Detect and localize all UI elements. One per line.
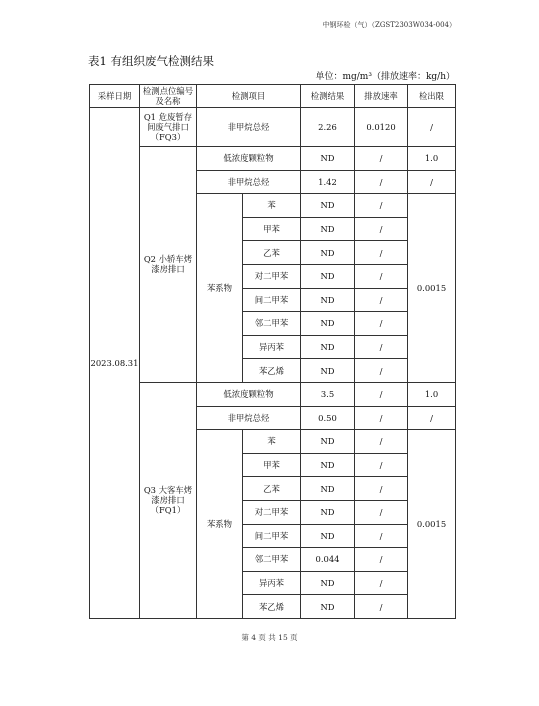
col-header-result: 检测结果 <box>301 85 355 108</box>
item-cell: 非甲烷总烃 <box>197 108 301 147</box>
col-header-point: 检测点位编号及名称 <box>140 85 197 108</box>
table-row <box>90 382 456 406</box>
item-cell: 苯 <box>243 430 301 454</box>
result-cell: 3.5 <box>301 382 355 406</box>
result-cell: ND <box>301 217 355 241</box>
rate-cell: / <box>355 359 408 383</box>
result-cell: 1.42 <box>301 170 355 194</box>
rate-cell: / <box>355 595 408 619</box>
rate-cell: / <box>355 524 408 548</box>
result-cell: 2.26 <box>301 108 355 147</box>
table-row <box>90 147 456 171</box>
limit-cell: / <box>408 406 456 430</box>
rate-cell: / <box>355 147 408 171</box>
sampling-date: 2023.08.31 <box>90 108 140 619</box>
rate-cell: 0.0120 <box>355 108 408 147</box>
result-cell: 0.044 <box>301 548 355 572</box>
group-name: 苯系物 <box>197 430 243 619</box>
item-cell: 甲苯 <box>243 217 301 241</box>
rate-cell: / <box>355 571 408 595</box>
result-cell: ND <box>301 524 355 548</box>
item-cell: 异丙苯 <box>243 335 301 359</box>
group-name: 苯系物 <box>197 194 243 383</box>
result-cell: ND <box>301 312 355 336</box>
item-cell: 乙苯 <box>243 241 301 265</box>
rate-cell: / <box>355 194 408 218</box>
rate-cell: / <box>355 500 408 524</box>
result-cell: ND <box>301 241 355 265</box>
result-cell: ND <box>301 335 355 359</box>
item-cell: 苯 <box>243 194 301 218</box>
table-title: 表1 有组织废气检测结果 <box>88 54 214 68</box>
limit-cell: 1.0 <box>408 382 456 406</box>
col-header-rate: 排放速率 <box>355 85 408 108</box>
rate-cell: / <box>355 288 408 312</box>
table-header-row <box>90 85 456 108</box>
col-header-limit: 检出限 <box>408 85 456 108</box>
result-cell: ND <box>301 430 355 454</box>
limit-cell: 0.0015 <box>408 194 456 383</box>
item-cell: 邻二甲苯 <box>243 312 301 336</box>
item-cell: 苯乙烯 <box>243 359 301 383</box>
rate-cell: / <box>355 548 408 572</box>
item-cell: 对二甲苯 <box>243 500 301 524</box>
point-name: Q3 大客车烤漆房排口（FQ1） <box>140 382 197 618</box>
rate-cell: / <box>355 312 408 336</box>
rate-cell: / <box>355 241 408 265</box>
item-cell: 低浓度颗粒物 <box>197 147 301 171</box>
col-header-item: 检测项目 <box>197 85 301 108</box>
point-name: Q2 小轿车烤漆房排口 <box>140 147 197 383</box>
item-cell: 间二甲苯 <box>243 288 301 312</box>
item-cell: 非甲烷总烃 <box>197 170 301 194</box>
item-cell: 对二甲苯 <box>243 264 301 288</box>
result-cell: ND <box>301 147 355 171</box>
result-cell: ND <box>301 595 355 619</box>
results-table <box>89 84 456 619</box>
rate-cell: / <box>355 382 408 406</box>
item-cell: 低浓度颗粒物 <box>197 382 301 406</box>
result-cell: ND <box>301 500 355 524</box>
col-header-date: 采样日期 <box>90 85 140 108</box>
limit-cell: 0.0015 <box>408 430 456 619</box>
page-footer: 第 4 页 共 15 页 <box>241 633 298 642</box>
result-cell: ND <box>301 288 355 312</box>
seal-stamp <box>488 308 504 408</box>
rate-cell: / <box>355 430 408 454</box>
result-cell: ND <box>301 571 355 595</box>
item-cell: 非甲烷总烃 <box>197 406 301 430</box>
rate-cell: / <box>355 217 408 241</box>
limit-cell: 1.0 <box>408 147 456 171</box>
rate-cell: / <box>355 477 408 501</box>
limit-cell: / <box>408 108 456 147</box>
document-code: 中钢环检（气）（ZGST2303W034-004） <box>322 21 456 29</box>
item-cell: 异丙苯 <box>243 571 301 595</box>
rate-cell: / <box>355 264 408 288</box>
rate-cell: / <box>355 335 408 359</box>
item-cell: 乙苯 <box>243 477 301 501</box>
result-cell: ND <box>301 359 355 383</box>
table-row <box>90 108 456 147</box>
rate-cell: / <box>355 170 408 194</box>
point-name: Q1 危废暂存间废气排口（FQ3） <box>140 108 197 147</box>
result-cell: ND <box>301 194 355 218</box>
result-cell: 0.50 <box>301 406 355 430</box>
item-cell: 间二甲苯 <box>243 524 301 548</box>
rate-cell: / <box>355 453 408 477</box>
result-cell: ND <box>301 477 355 501</box>
rate-cell: / <box>355 406 408 430</box>
item-cell: 甲苯 <box>243 453 301 477</box>
item-cell: 邻二甲苯 <box>243 548 301 572</box>
unit-label: 单位：mg/m³（排放速率：kg/h） <box>315 72 455 82</box>
limit-cell: / <box>408 170 456 194</box>
result-cell: ND <box>301 264 355 288</box>
result-cell: ND <box>301 453 355 477</box>
item-cell: 苯乙烯 <box>243 595 301 619</box>
